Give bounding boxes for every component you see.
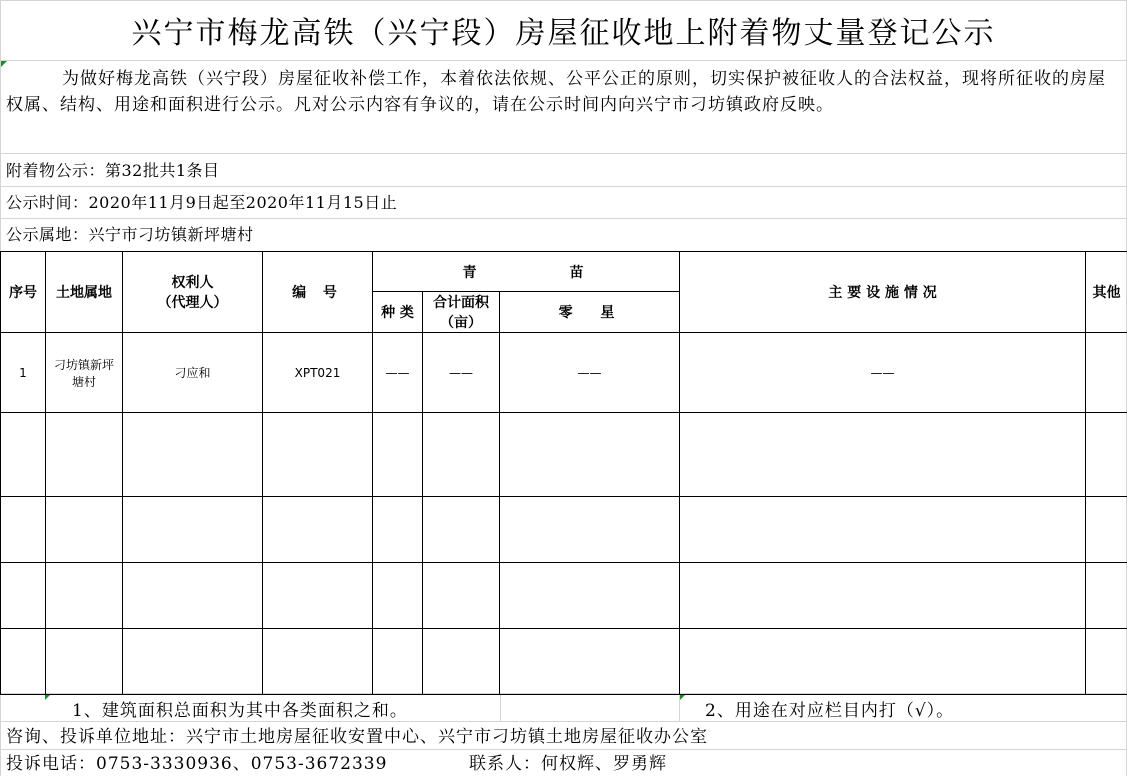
header-row-1: [1, 252, 1127, 292]
header-holder-line2: （代理人）: [123, 292, 262, 312]
row-area: ——: [423, 333, 500, 413]
note-2: 2、用途在对应栏目内打（√）。: [705, 697, 954, 725]
empty-row: [1, 497, 1127, 563]
footer-contact: 联系人：何权辉、罗勇辉: [469, 749, 667, 779]
row-code: XPT021: [263, 333, 373, 413]
header-scattered: 零 星: [500, 292, 680, 333]
footer-phone: 投诉电话：0753-3330936、0753-3672339: [6, 749, 387, 779]
row-scattered: ——: [500, 333, 680, 413]
row-crop-type: ——: [373, 333, 423, 413]
note-1: 1、建筑面积总面积为其中各类面积之和。: [72, 697, 408, 725]
header-crop-type: 种 类: [373, 292, 423, 333]
header-facilities: 主 要 设 施 情 况: [680, 252, 1086, 333]
header-area-line2: （亩）: [423, 312, 499, 332]
empty-row: [1, 629, 1127, 695]
registration-table: [0, 251, 1127, 695]
header-area-line1: 合计面积: [423, 292, 499, 312]
header-seq: 序号: [1, 252, 46, 333]
page-title: 兴宁市梅龙高铁（兴宁段）房屋征收地上附着物丈量登记公示: [0, 0, 1127, 60]
row-holder: 刁应和: [123, 333, 263, 413]
header-other: 其他: [1086, 252, 1127, 333]
empty-row: [1, 563, 1127, 629]
header-land: 土地属地: [46, 252, 123, 333]
row-land: 刁坊镇新坪塘村: [46, 333, 123, 413]
header-holder-line1: 权利人: [123, 272, 262, 292]
row-other: [1086, 333, 1127, 413]
footer-address: 咨询、投诉单位地址：兴宁市土地房屋征收安置中心、兴宁市刁坊镇土地房屋征收办公室: [6, 722, 708, 752]
batch-info: 附着物公示：第32批共1条目: [6, 155, 220, 187]
period-info: 公示时间：2020年11月9日起至2020年11月15日止: [6, 187, 397, 219]
table-row: [1, 333, 1127, 413]
header-code: 编 号: [263, 252, 373, 333]
intro-paragraph: 为做好梅龙高铁（兴宁段）房屋征收补偿工作，本着依法依规、公平公正的原则，切实保护被征收人的合法权益，现将所征收的房屋权属、结构、用途和面积进行公示。凡对公示内容有争议的，请在公示时间内向兴宁市刁坊镇政府反映。: [6, 66, 1120, 118]
empty-row: [1, 413, 1127, 497]
header-area: [423, 292, 500, 333]
row-seq: 1: [1, 333, 46, 413]
header-crops: 青 苗: [373, 252, 680, 292]
location-info: 公示属地：兴宁市刁坊镇新坪塘村: [6, 219, 254, 251]
header-holder: [123, 252, 263, 333]
row-facilities: ——: [680, 333, 1086, 413]
